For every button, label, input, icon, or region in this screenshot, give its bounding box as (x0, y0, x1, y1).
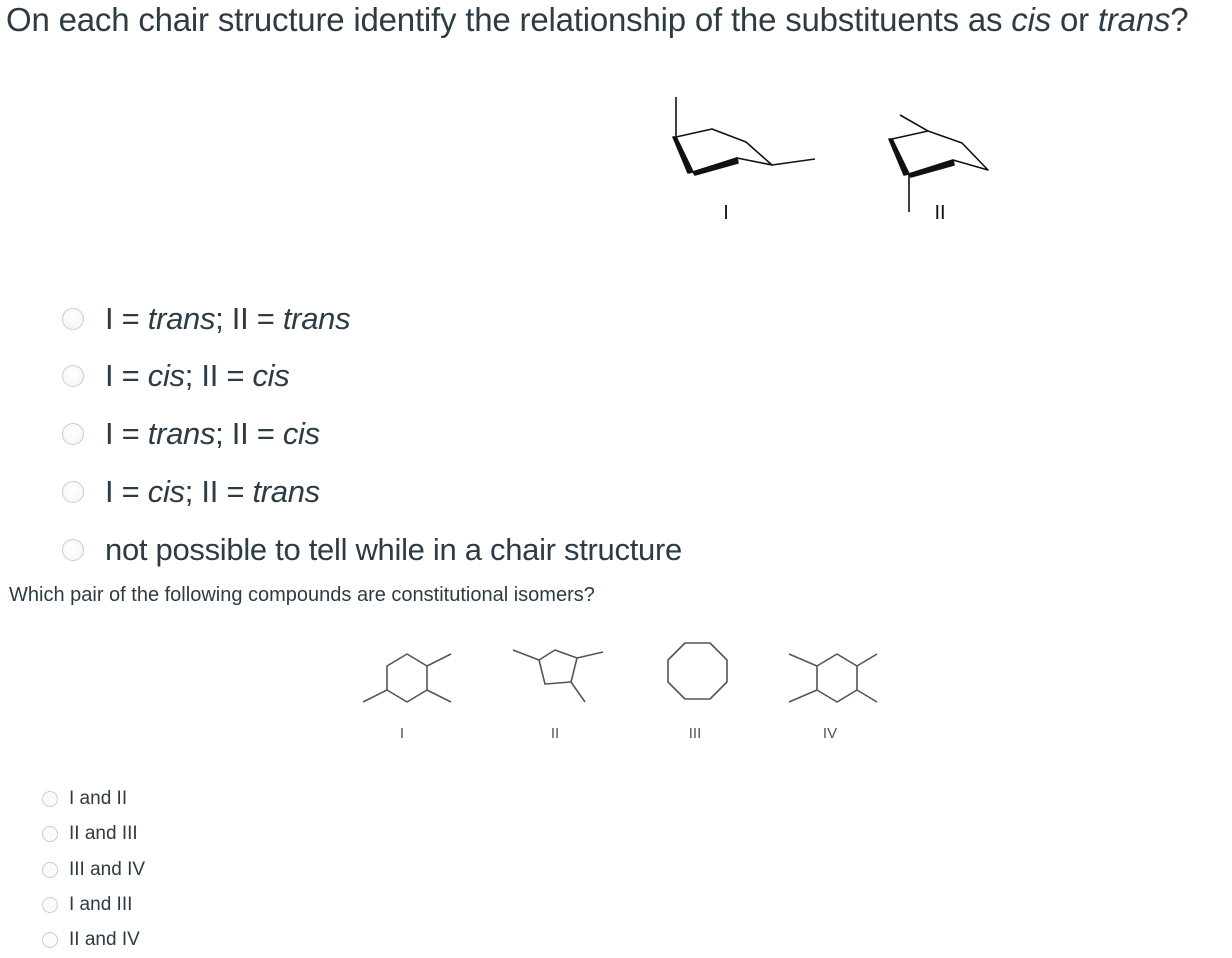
chair-structures-figure (660, 85, 1010, 230)
compound-4 (789, 654, 877, 742)
radio-button[interactable] (62, 365, 84, 387)
compound-label-4: IV (822, 725, 838, 742)
question-1-option-4[interactable] (62, 474, 320, 510)
compound-label-2: II (550, 725, 560, 742)
radio-button[interactable] (62, 308, 84, 330)
option-label: I and III (69, 894, 133, 915)
question-2-option-5[interactable] (42, 929, 140, 951)
question-2-option-2[interactable] (42, 823, 138, 845)
option-label: III and IV (69, 859, 146, 880)
question-2-option-4[interactable] (42, 894, 132, 916)
question-2-option-3[interactable] (42, 859, 145, 881)
question-1-title: On each chair structure identify the relationship of the substituents as cis or trans? (6, 1, 1189, 38)
compound-label-3: III (688, 725, 702, 742)
radio-button[interactable] (62, 481, 84, 503)
question-1-option-5[interactable] (62, 532, 682, 568)
radio-button[interactable] (42, 826, 58, 842)
chair-structure-2 (889, 115, 988, 224)
radio-button[interactable] (42, 862, 58, 878)
option-label: I = trans; II = trans (105, 301, 351, 336)
radio-button[interactable] (62, 423, 84, 445)
radio-button[interactable] (42, 897, 58, 913)
radio-button[interactable] (42, 791, 58, 807)
compound-1 (363, 654, 451, 742)
radio-button[interactable] (42, 932, 58, 948)
option-label: II and IV (69, 929, 140, 950)
compound-label-1: I (399, 725, 405, 742)
question-2-option-1[interactable] (42, 788, 127, 810)
option-label: I = cis; II = cis (105, 358, 290, 393)
option-label: not possible to tell while in a chair structure (105, 532, 682, 567)
option-label: II and III (69, 823, 138, 844)
chair-label-1: I (723, 202, 729, 224)
question-1-option-3[interactable] (62, 416, 320, 452)
option-label: I = cis; II = trans (105, 474, 320, 509)
chair-label-2: II (934, 202, 946, 224)
radio-button[interactable] (62, 539, 84, 561)
question-2-title: Which pair of the following compounds are constitutional isomers? (9, 584, 595, 606)
compounds-figure (355, 638, 895, 748)
option-label: I = trans; II = cis (105, 416, 320, 451)
option-label: I and II (69, 788, 128, 809)
compound-2 (513, 650, 603, 742)
question-1-option-1[interactable] (62, 301, 350, 337)
question-1-option-2[interactable] (62, 358, 289, 394)
compound-3 (668, 643, 727, 742)
chair-structure-1 (673, 97, 815, 224)
